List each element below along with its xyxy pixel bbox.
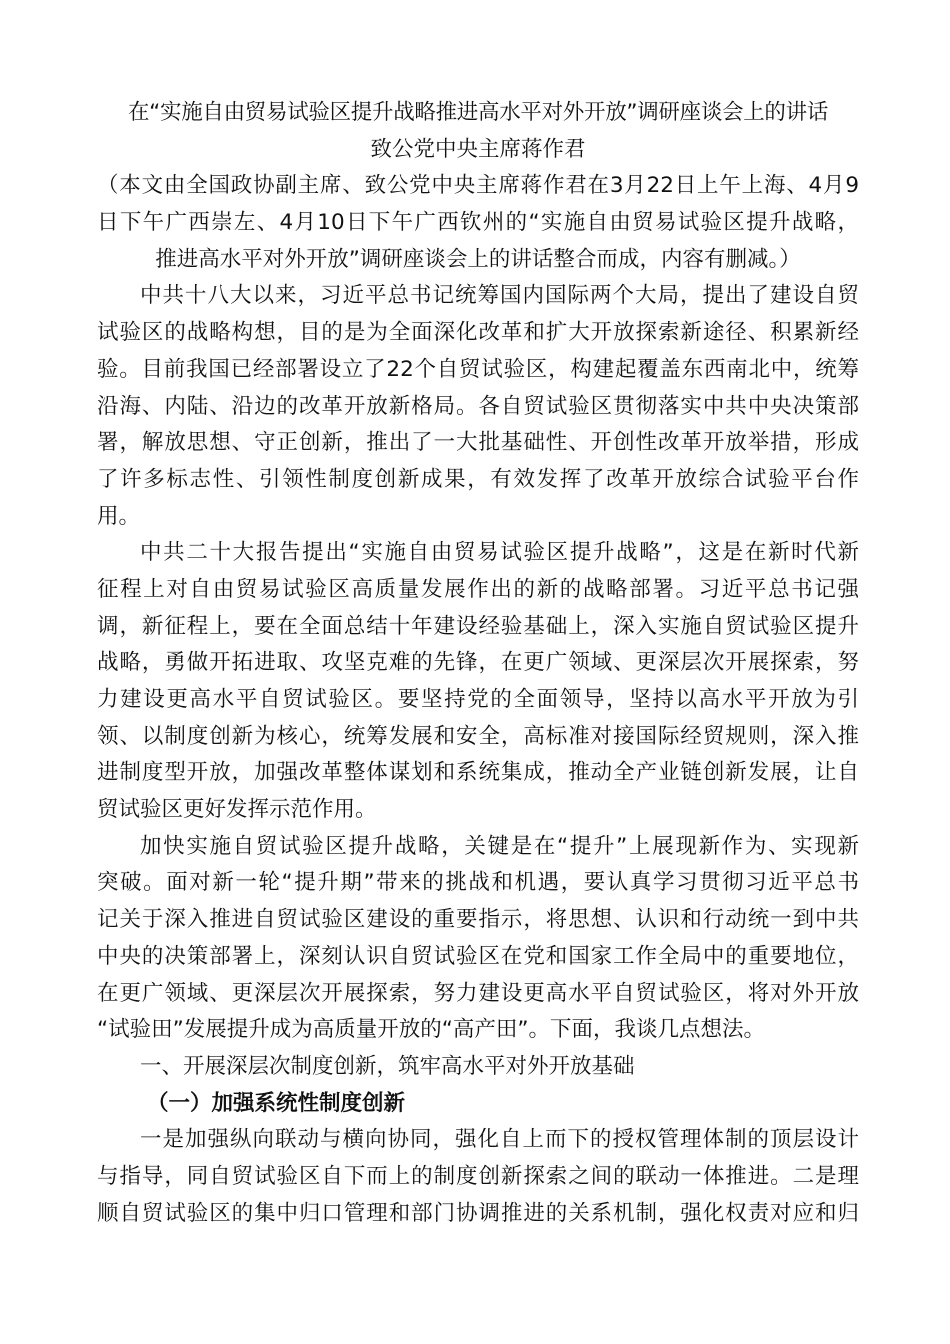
paragraph-line: 加快实施自贸试验区提升战略，关键是在“提升”上展现新作为、实现新 — [140, 833, 859, 859]
paragraph-2 — [97, 535, 859, 829]
paragraph-line: 试验区的战略构想，目的是为全面深化改革和扩大开放探索新途径、积累新经 — [97, 320, 859, 346]
paragraph-line: 一是加强纵向联动与横向协同，强化自上而下的授权管理体制的顶层设计 — [140, 1127, 859, 1153]
paragraph-line: 用。 — [97, 503, 141, 529]
document-title: 在“实施自由贸易试验区提升战略推进高水平对外开放”调研座谈会上的讲话 — [127, 100, 829, 125]
subsection-heading: （一）加强系统性制度创新 — [147, 1090, 406, 1116]
paragraph-line: “试验田”发展提升成为高质量开放的“高产田”。下面，我谈几点想法。 — [97, 1017, 766, 1043]
document-page — [97, 95, 859, 1232]
paragraph-line: 中共二十大报告提出“实施自由贸易试验区提升战略”，这是在新时代新 — [140, 540, 859, 566]
note-line: 推进高水平对外开放”调研座谈会上的讲话整合而成，内容有删减。） — [155, 246, 801, 272]
paragraph-line: 调，新征程上，要在全面总结十年建设经验基础上，深入实施自贸试验区提升 — [97, 613, 859, 639]
paragraph-line: 战略，勇做开拓进取、攻坚克难的先锋，在更广领域、更深层次开展探索，努 — [97, 650, 859, 676]
note-line: （本文由全国政协副主席、致公党中央主席蒋作君在3月22日上午上海、4月9 — [97, 173, 859, 199]
section-heading: 一、开展深层次制度创新，筑牢高水平对外开放基础 — [140, 1053, 635, 1079]
paragraph-line: 贸试验区更好发挥示范作用。 — [97, 797, 377, 823]
paragraph-line: 沿海、内陆、沿边的改革开放新格局。各自贸试验区贯彻落实中共中央决策部 — [97, 393, 859, 419]
paragraph-line: 进制度型开放，加强改革整体谋划和系统集成，推动全产业链创新发展，让自 — [97, 760, 859, 786]
paragraph-line: 突破。面对新一轮“提升期”带来的挑战和机遇，要认真学习贯彻习近平总书 — [97, 870, 859, 896]
note-line: 日下午广西崇左、4月10日下午广西钦州的“实施自由贸易试验区提升战略， — [97, 210, 859, 236]
document-author: 致公党中央主席蒋作君 — [370, 136, 586, 162]
editor-note — [97, 168, 859, 278]
paragraph-line: 中央的决策部署上，深刻认识自贸试验区在党和国家工作全局中的重要地位， — [97, 943, 859, 969]
paragraph-line: 中共十八大以来，习近平总书记统筹国内国际两个大局，提出了建设自贸 — [140, 283, 859, 309]
paragraph-line: 领、以制度创新为核心，统筹发展和安全，高标准对接国际经贸规则，深入推 — [97, 723, 859, 749]
paragraph-line: 了许多标志性、引领性制度创新成果，有效发挥了改革开放综合试验平台作 — [97, 466, 859, 492]
paragraph-line: 与指导，同自贸试验区自下而上的制度创新探索之间的联动一体推进。二是理 — [97, 1163, 859, 1189]
paragraph-1 — [97, 278, 859, 535]
paragraph-4 — [97, 1122, 859, 1232]
paragraph-line: 顺自贸试验区的集中归口管理和部门协调推进的关系机制，强化权责对应和归 — [97, 1200, 859, 1226]
paragraph-line: 记关于深入推进自贸试验区建设的重要指示，将思想、认识和行动统一到中共 — [97, 907, 859, 933]
paragraph-line: 署，解放思想、守正创新，推出了一大批基础性、开创性改革开放举措，形成 — [97, 430, 859, 456]
paragraph-3 — [97, 829, 859, 1049]
paragraph-line: 在更广领域、更深层次开展探索，努力建设更高水平自贸试验区，将对外开放 — [97, 980, 859, 1006]
paragraph-line: 力建设更高水平自贸试验区。要坚持党的全面领导，坚持以高水平开放为引 — [97, 687, 859, 712]
paragraph-line: 验。目前我国已经部署设立了22个自贸试验区，构建起覆盖东西南北中，统筹 — [97, 356, 859, 382]
paragraph-line: 征程上对自由贸易试验区高质量发展作出的新的战略部署。习近平总书记强 — [97, 576, 859, 602]
